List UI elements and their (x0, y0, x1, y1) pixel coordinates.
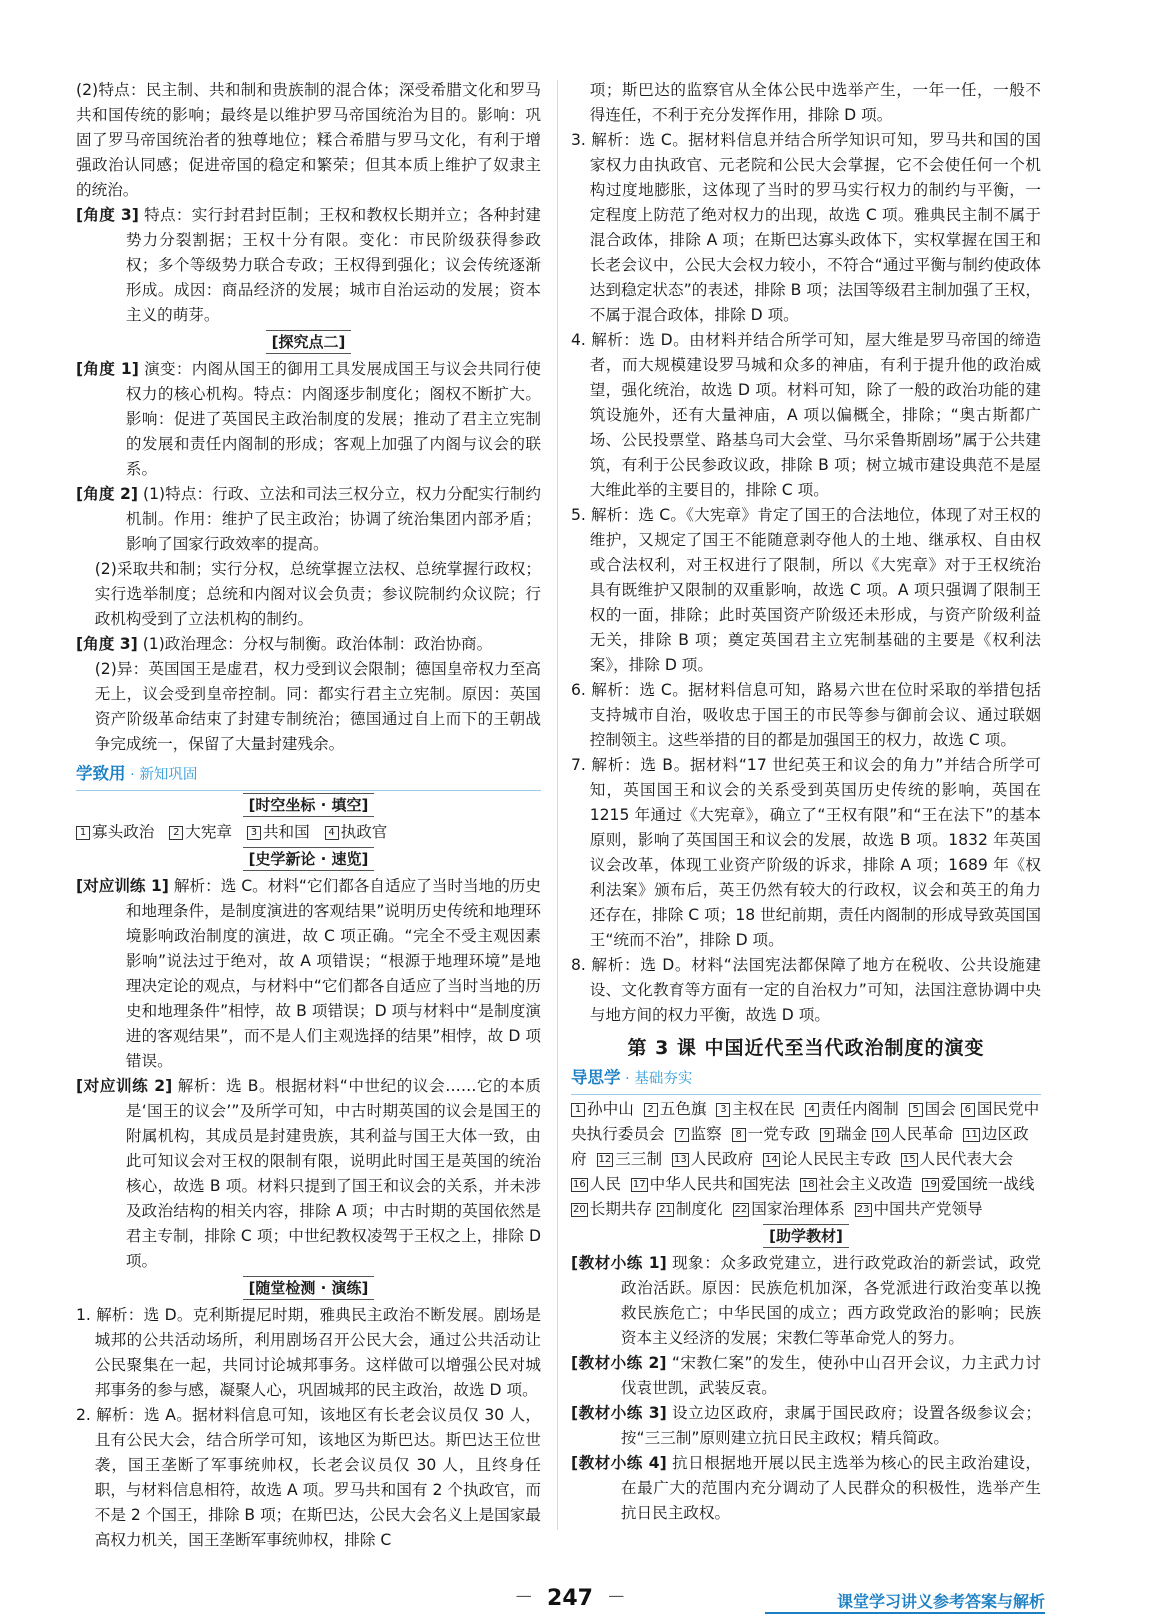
left-column (76, 78, 541, 1553)
column-divider (557, 80, 558, 1530)
explore-point-two-header: [探究点二] (76, 330, 541, 355)
explore2-angle2: [角度 2] (1)特点：行政、立法和司法三权分立，权力分配实行制约机制。作用：维护了民主政治；协调了统治集团内部矛盾；影响了国家行政效率的提高。 (76, 485, 541, 553)
paragraph-features: (2)特点：民主制、共和制和贵族制的混合体；深受希腊文化和罗马共和国传统的影响；最终是以维护罗马帝国统治为目的。影响：巩固了罗马帝国统治者的独尊地位；糅合希腊与罗马文化，有利于增强政治认同感；促进帝国的稳定和繁荣；但其本质上维护了奴隶主的统治。 (76, 81, 541, 199)
right-column (571, 78, 1041, 1526)
answer-2: 2. 解析：选 A。据材料信息可知，该地区有长老会议员仅 30 人，且有公民大会，结合所学可知，该地区为斯巴达。斯巴达王位世袭，国王垄断了军事统帅权，长老会议员仅 30 人，且终身任职，与材料信息相符，故选 A 项。罗马共和国有 2 个执政官，而不是 2 个国王，排除 B 项；在斯巴达，公民大会名义上是国家最高权力机关，国王垄断军事统帅权，排除 C (76, 1406, 541, 1549)
classroom-test-header: [随堂检测 · 演练] (76, 1276, 541, 1301)
textbook-practice-3: [教材小练 3] 设立边区政府，隶属于国民政府；设置各级参议会；按“三三制”原则建立抗日民主政权；精兵简政。 (571, 1404, 1041, 1447)
time-space-header: [时空坐标 · 填空] (76, 793, 541, 818)
footer-title: 课堂学习讲义参考答案与解析 (836, 1592, 1045, 1611)
answer-5: 5. 解析：选 C。《大宪章》肯定了国王的合法地位，体现了对王权的维护，又规定了国王不能随意剥夺他人的土地、继承权、自由权或合法权利，对王权进行了限制，所以《大宪章》对于王权统治具有既维护又限制的双重影响，故选 C 项。A 项只强调了限制王权的一面，排除；此时英国资产阶级还未形成，与资产阶级利益无关，排除 B 项；奠定英国君主立宪制基础的主要是《权利法案》，排除 D 项。 (571, 506, 1041, 674)
section-daosixue: 导思学 · 基础夯实 (571, 1068, 693, 1087)
answer-8: 8. 解析：选 D。材料“法国宪法都保障了地方在税收、公共设施建设、文化教育等方面有一定的自治权力”可知，法国注意协调中央与地方间的权力平衡，故选 D 项。 (571, 956, 1041, 1024)
page-number: — 247 — (515, 1586, 625, 1611)
section-line (76, 790, 541, 791)
answer-1: 1. 解析：选 D。克利斯提尼时期，雅典民主政治不断发展。剧场是城邦的公共活动场所，利用剧场召开公民大会，通过公共活动让公民聚集在一起，共同讨论城邦事务。这样做可以增强公民对城邦事务的参与感，凝聚人心，巩固城邦的民主政治，故选 D 项。 (76, 1306, 541, 1399)
textbook-practice-4: [教材小练 4] 抗日根据地开展以民主选举为核心的民主政治建设，在最广大的范围内充分调动了人民群众的积极性，选举产生抗日民主政权。 (571, 1454, 1041, 1522)
answer-6: 6. 解析：选 C。据材料信息可知，路易六世在位时采取的举措包括支持城市自治，吸收忠于国王的市民等参与御前会议、通过联姻控制领主。这些举措的目的都是加强国王的权力，故选 C 项。 (571, 681, 1041, 749)
training-2: [对应训练 2] 解析：选 B。根据材料“中世纪的议会……它的本质是‘国王的议会’”及所学可知，中古时期英国的议会是国王的附属机构，其成员是封建贵族，其利益与国王大体一致，由此可知议会对王权的限制有限，说明此时国王是英国的统治核心，故选 B 项。材料只提到了国王和议会的关系，并未涉及政治结构的相关内容，排除 A 项；中古时期的英国依然是君主专制，排除 C 项；中世纪教权凌驾于王权之上，排除 D 项。 (76, 1077, 541, 1270)
fill-answers: 1 寡头政治 2 大宪章 3 共和国 4 执政官 (76, 820, 541, 845)
angle3-text: 特点：实行封君封臣制；王权和教权长期并立；各种封建势力分裂割据；王权十分有限。变化：市民阶级获得参政权；多个等级势力联合专政；王权得到强化；议会传统逐渐形成。成因：商品经济的发展；城市自治运动的发展；资本主义的萌芽。 (125, 206, 541, 324)
lesson-3-title: 第 3 课 中国近代至当代政治制度的演变 (627, 1037, 985, 1059)
angle3-label: [角度 3] (76, 206, 139, 224)
answer-7: 7. 解析：选 B。据材料“17 世纪英王和议会的角力”并结合所学可知，英国国王和议会的关系受到英国历史传统的影响，英国在 1215 年通过《大宪章》，确立了“王权有限”和“王在法下”的基本原则，影响了英国国王和议会的发展，故选 B 项。1832 年英国议会改革，体现工业资产阶级的诉求，排除 A 项；1689 年《权利法案》颁布后，英王仍然有较大的行政权，议会和英王的角力还存在，排除 C 项；18 世纪前期，责任内阁制的形成导致英国国王“统而不治”，排除 D 项。 (571, 756, 1041, 949)
training-1: [对应训练 1] 解析：选 C。材料“它们都各自适应了当时当地的历史和地理条件，是制度演进的客观结果”说明历史传统和地理环境影响政治制度的演进，故 C 项正确。“完全不受主观因素影响”说法过于绝对，故 A 项错误；“根源于地理环境”是地理决定论的观点，与材料中“它们都各自适应了当时当地的历史和地理条件”相悖，故 B 项错误；D 项与材料中“是制度演进的客观结果”，而不是人们主观选择的结果”相悖，故 D 项错误。 (76, 877, 541, 1070)
basic-answers: 1 孙中山 2 五色旗 3 主权在民 4 责任内阁制 5 国会 6 国民党中央执行委员会 7 监察 8 一党专政 9 瑞金 10 人民革命 11 边区政府 12 三三制 13 人民政府 14 论人民民主专政 15 人民代表大会 16 人民 17 中华人民共和国宪法 18 社会主义改造 19 爱国统一战线 20 长期共存 21 制度化 22 国家治理体系 23 中国共产党领导 (571, 1100, 1040, 1218)
study-aid-header: [助学教材] (571, 1224, 1041, 1249)
footer-underline (765, 1612, 1045, 1614)
angle3-block (76, 203, 541, 328)
explore2-angle1: [角度 1] 演变：内阁从国王的御用工具发展成国王与议会共同行使权力的核心机构。特点：内阁逐步制度化；阁权不断扩大。影响：促进了英国民主政治制度的发展；推动了君主立宪制的发展和责任内阁制的形成；客观上加强了内阁与议会的联系。 (76, 360, 541, 478)
answer-4: 4. 解析：选 D。由材料并结合所学可知，屋大维是罗马帝国的缔造者，而大规模建设罗马城和众多的神庙，有利于提升他的政治威望，强化统治，故选 D 项。材料可知，除了一般的政治功能的建筑设施外，还有大量神庙，A 项以偏概全，排除；“奥古斯都广场、公民投票堂、路基乌司大会堂、马尔采鲁斯剧场”属于公共建筑，有利于公民参政议政，排除 B 项；树立城市建设典范不是屋大维此举的主要目的，排除 C 项。 (571, 331, 1041, 499)
section-xuezhiyong: 学致用 · 新知巩固 (76, 764, 198, 783)
section-line (571, 1094, 1041, 1095)
textbook-practice-2: [教材小练 2] “宋教仁案”的发生，使孙中山召开会议，力主武力讨伐袁世凯，武装反袁。 (571, 1354, 1041, 1397)
explore2-angle2-part2: (2)采取共和制；实行分权，总统掌握立法权、总统掌握行政权；实行选举制度；总统和内阁对议会负责；参议院制约众议院；行政机构受到了立法机构的制约。 (94, 560, 541, 628)
history-new-theory-header: [史学新论 · 速览] (76, 847, 541, 872)
answer-2-continued: 项；斯巴达的监察官从全体公民中选举产生，一年一任，一般不得连任，不利于充分发挥作用，排除 D 项。 (589, 81, 1041, 124)
explore2-angle3-part2: (2)异：英国国王是虚君，权力受到议会限制；德国皇帝权力至高无上，议会受到皇帝控制。同：都实行君主立宪制。原因：英国资产阶级革命结束了封建专制统治；德国通过自上而下的王朝战争完成统一，保留了大量封建残余。 (94, 660, 541, 753)
textbook-practice-1: [教材小练 1] 现象：众多政党建立，进行政党政治的新尝试，政党政治活跃。原因：民族危机加深，各党派进行政治变革以挽救民族危亡；中华民国的成立；西方政党政治的影响；民族资本主义经济的发展；宋教仁等革命党人的努力。 (571, 1254, 1041, 1347)
answer-3: 3. 解析：选 C。据材料信息并结合所学知识可知，罗马共和国的国家权力由执政官、元老院和公民大会掌握，它不会使任何一个机构过度地膨胀，这体现了当时的罗马实行权力的制约与平衡，一定程度上防范了绝对权力的出现，故选 C 项。雅典民主制不属于混合政体，排除 A 项；在斯巴达寡头政体下，实权掌握在国王和长老会议中，公民大会权力较小，不符合“通过平衡与制约使政体达到稳定状态”的表述，排除 B 项；法国等级君主制加强了王权，不属于混合政体，排除 D 项。 (571, 131, 1041, 324)
explore2-angle3: [角度 3] (1)政治理念：分权与制衡。政治体制：政治协商。 (76, 635, 493, 653)
